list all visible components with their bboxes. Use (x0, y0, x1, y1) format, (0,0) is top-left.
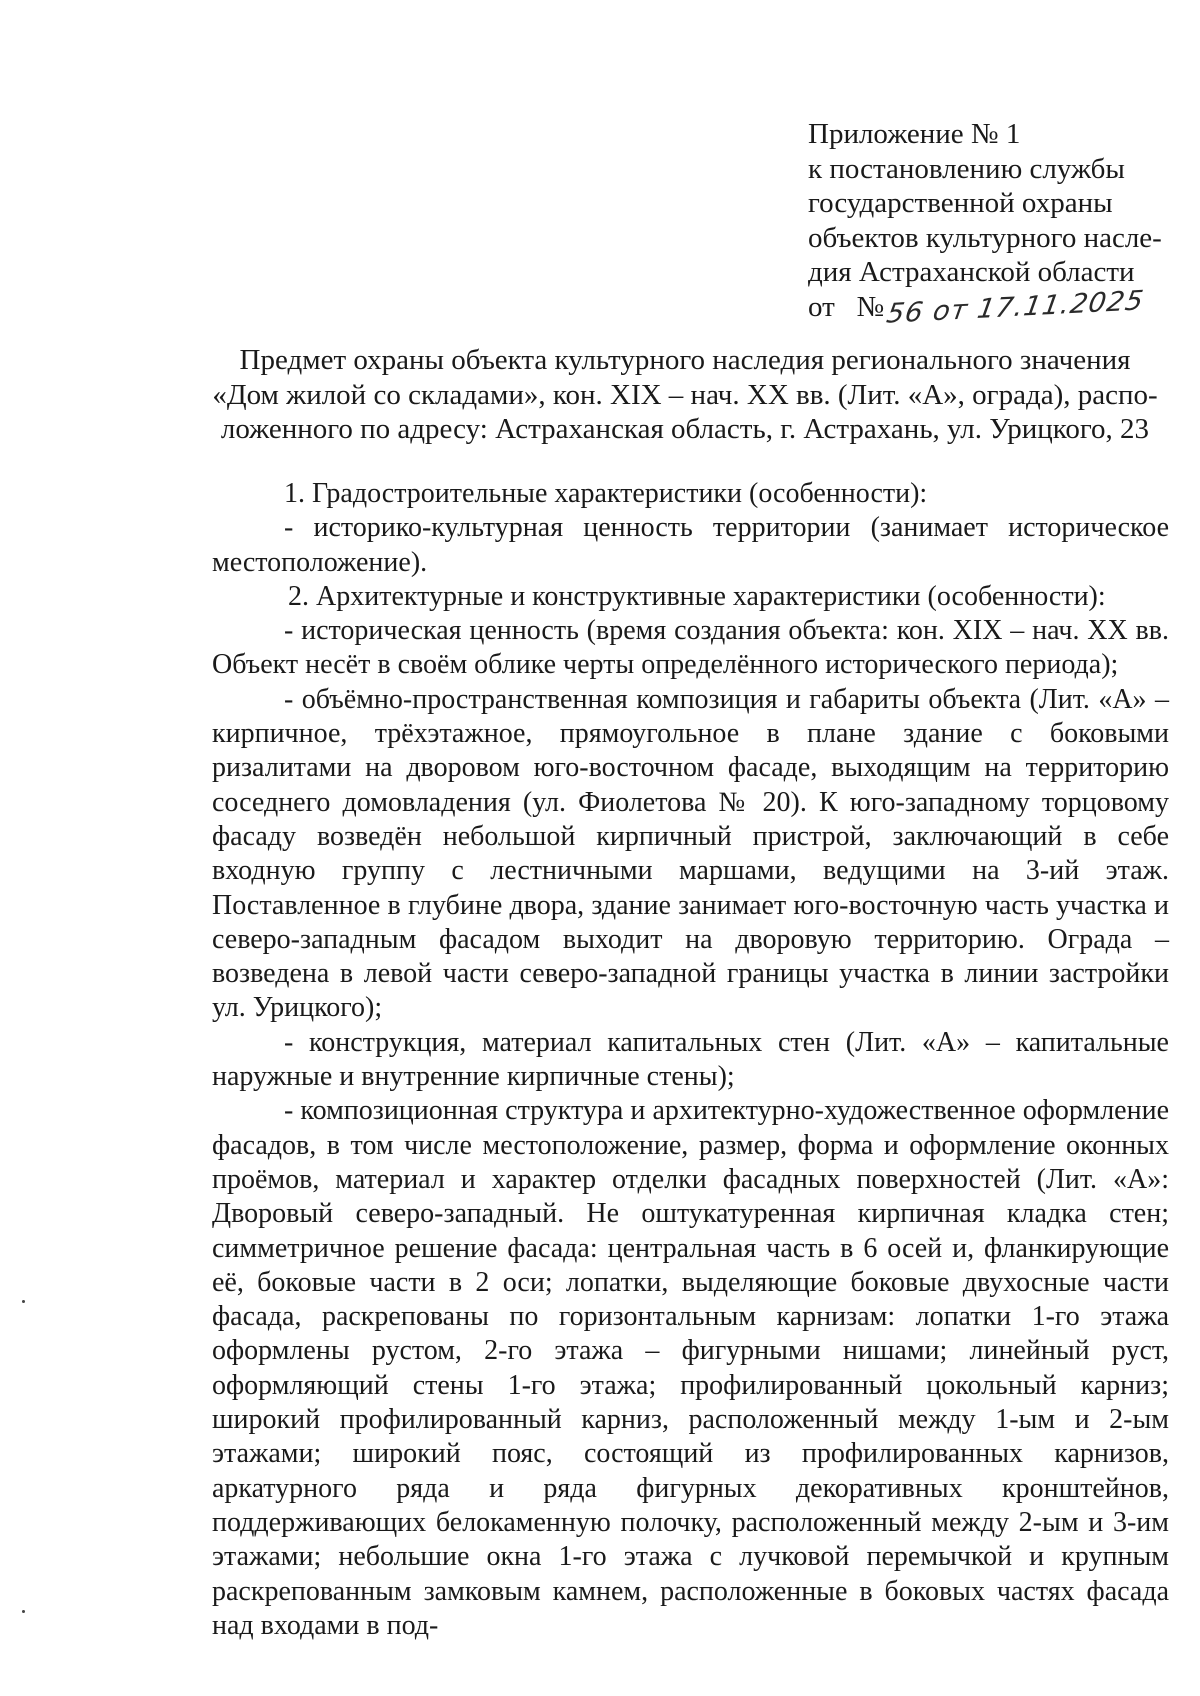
appendix-line: объектов культурного насле- (808, 221, 1162, 254)
appendix-line: дия Астраханской области (808, 256, 1135, 288)
appendix-title: Приложение № 1 (808, 118, 1021, 150)
paragraph: - конструкция, материал капитальных стен (Лит. «А» – капитальные наружные и внутренние кирпичные стены); (212, 1026, 1169, 1093)
section-heading-2: 2. Архитектурные и конструктивные характеристики (особенности): (288, 580, 1106, 612)
paragraph: - историко-культурная ценность территории (занимает историческое местоположение). (212, 512, 1169, 578)
title-line: «Дом жилой со складами», кон. XIX – нач. XX вв. (Лит. «А», ограда), распо- (212, 378, 1158, 411)
number-label: № (856, 290, 885, 323)
scan-speck (22, 1300, 25, 1303)
section-heading-1: 1. Градостроительные характеристики (особенности): (284, 478, 928, 509)
handwritten-number-date: 56 от 17.11.2025 (884, 284, 1147, 330)
appendix-line: государственной охраны (808, 187, 1113, 219)
from-label: от (808, 290, 835, 323)
scan-speck (22, 1610, 25, 1613)
document-body (212, 477, 1169, 1643)
paragraph: - историческая ценность (время создания объекта: кон. XIX – нач. XX вв. Объект несёт в своём облике черты определённого исторического периода); (212, 615, 1169, 681)
paragraph: - объёмно-пространственная композиция и габариты объекта (Лит. «А» – кирпичное, трёхэтажное, прямоугольное в плане здание с боковыми ризалитами на дворовом юго-восточном фасаде, выходящим на территорию соседнего домовладения (ул. Фиолетова № 20). К юго-западному торцовому фасаду возведён небольшой кирпичный пристрой, заключающий в себе входную группу с лестничными маршами, ведущими на 3-ий этаж. Поставленное в глубине двора, здание занимает юго-восточную часть участка и северо-западным фасадом выходит на дворовую территорию. Ограда – возведена в левой части северо-западной границы участка в линии застройки ул. Урицкого); (212, 683, 1169, 1024)
document-title (190, 343, 1180, 447)
appendix-line: к постановлению службы (808, 152, 1125, 185)
appendix-number-line (808, 284, 1188, 330)
title-line: ложенного по адресу: Астраханская область, г. Астрахань, ул. Урицкого, 23 (220, 413, 1150, 445)
paragraph: - композиционная структура и архитектурно-художественное оформление фасадов, в том числе местоположение, размер, форма и оформление оконных проёмов, материал и характер отделки фасадных поверхностей (Лит. «А»: Дворовый северо-западный. Не оштукатуренная кирпичная кладка стен; симметричное решение фасада: центральная часть в 6 осей и, фланкирующие её, боковые части в 2 оси; лопатки, выделяющие боковые двухосные части фасада, раскрепованы по горизонтальным карнизам: лопатки 1-го этажа оформлены рустом, 2-го этажа – фигурными нишами; линейный руст, оформляющий стены 1-го этажа; профилированный цокольный карниз; широкий профилированный карниз, расположенный между 1-ым и 2-ым этажами; широкий пояс, состоящий из профилированных карнизов, аркатурного ряда и ряда фигурных декоративных кронштейнов, поддерживающих белокаменную полочку, расположенный между 2-ым и 3-им этажами; небольшие окна 1-го этажа с лучковой перемычкой и крупным раскрепованным замковым камнем, расположенные в боковых частях фасада над входами в под- (212, 1095, 1169, 1641)
title-line: Предмет охраны объекта культурного наследия регионального значения (239, 344, 1131, 376)
appendix-block (808, 117, 1188, 330)
